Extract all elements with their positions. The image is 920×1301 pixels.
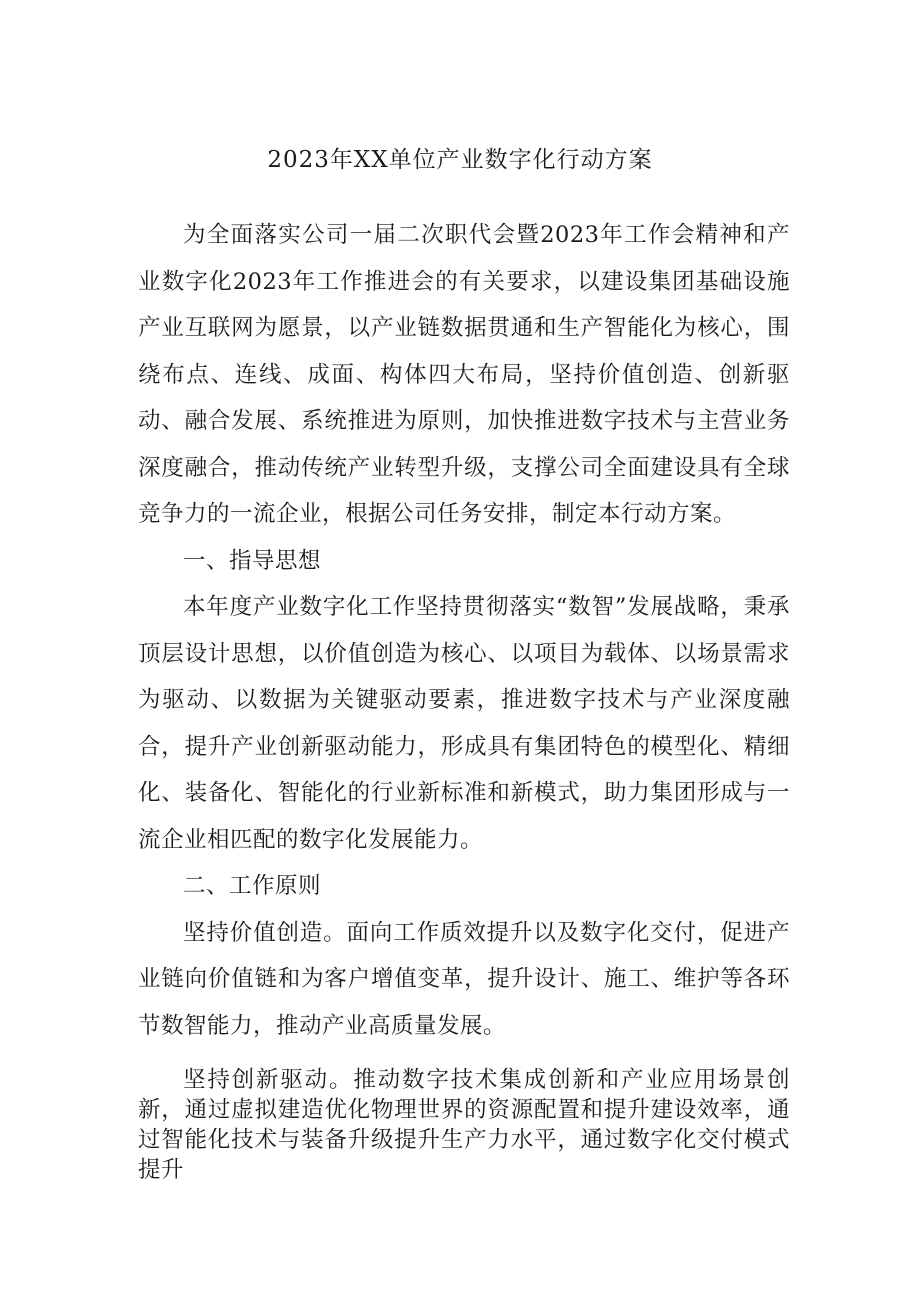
section-heading-work-principles: 二、工作原则 — [183, 873, 322, 899]
document-body — [138, 212, 790, 1185]
principle-value-creation-paragraph: 坚持价值创造。面向工作质效提升以及数字化交付，促进产业链向价值链和为客户增值变革，提升设计、施工、维护等各环节数智能力，推动产业高质量发展。 — [138, 919, 790, 1039]
intro-paragraph: 为全面落实公司一届二次职代会暨2023年工作会精神和产业数字化2023年工作推进会的有关要求，以建设集团基础设施产业互联网为愿景，以产业链数据贯通和生产智能化为核心，围绕布点、连线、成面、构体四大布局，坚持价值创造、创新驱动、融合发展、系统推进为原则，加快推进数字技术与主营业务深度融合，推动传统产业转型升级，支撑公司全面建设具有全球竞争力的一流企业，根据公司任务安排，制定本行动方案。 — [138, 222, 790, 527]
guiding-ideology-paragraph: 本年度产业数字化工作坚持贯彻落实“数智”发展战略，秉承顶层设计思想，以价值创造为核心、以项目为载体、以场景需求为驱动、以数据为关键驱动要素，推进数字技术与产业深度融合，提升产业创新驱动能力，形成具有集团特色的模型化、精细化、装备化、智能化的行业新标准和新模式，助力集团形成与一流企业相匹配的数字化发展能力。 — [138, 594, 790, 853]
document-title: 2023年XX单位产业数字化行动方案 — [267, 147, 653, 173]
principle-innovation-paragraph: 坚持创新驱动。推动数字技术集成创新和产业应用场景创新，通过虚拟建造优化物理世界的资源配置和提升建设效率，通过智能化技术与装备升级提升生产力水平，通过数字化交付模式提升 — [138, 1067, 790, 1183]
section-heading-guiding-ideology: 一、指导思想 — [183, 547, 322, 574]
